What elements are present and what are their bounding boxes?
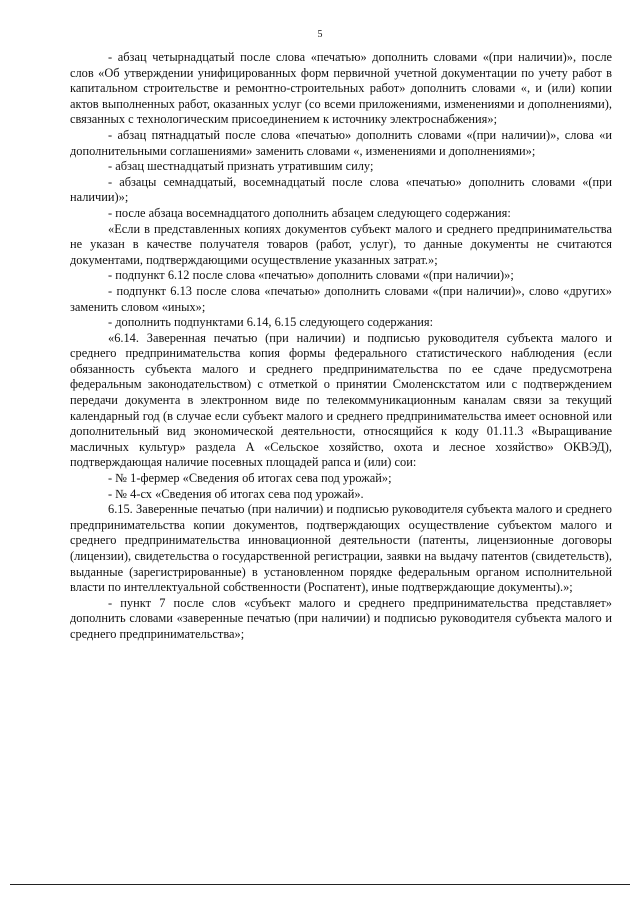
paragraph-8: - подпункт 6.13 после слова «печатью» дополнить словами «(при наличии)», слово «других» заменить словом «иных»;: [70, 283, 612, 314]
paragraph-2: - абзац пятнадцатый после слова «печатью» дополнить словами «(при наличии)», слова «и дополнительными соглашениями» заменить словами «, изменениями и дополнениями»;: [70, 127, 612, 158]
paragraph-12: - № 4-сх «Сведения об итогах сева под урожай».: [108, 486, 364, 501]
paragraph-1: - абзац четырнадцатый после слова «печатью» дополнить словами «(при наличии)», после слов «Об утверждении унифицированных форм первичной учетной документации по учету работ в капитальном строительстве и ремонтно-строительных работ» дополнить словами «, и (или) копии актов выполненных работ, оказанных услуг (со всеми приложениями, изменениями и дополнениями), связанных с технологическим присоединением к источнику электроснабжения»;: [70, 50, 612, 127]
paragraph-5: - после абзаца восемнадцатого дополнить абзацем следующего содержания:: [108, 205, 511, 220]
page-number: 5: [317, 29, 323, 40]
paragraph-9: - дополнить подпунктами 6.14, 6.15 следующего содержания:: [108, 315, 434, 330]
bottom-divider: [10, 884, 630, 885]
document-body: [70, 50, 612, 643]
paragraph-7: - подпункт 6.12 после слова «печатью» дополнить словами «(при наличии)»;: [108, 268, 514, 283]
paragraph-14: - пункт 7 после слов «субъект малого и среднего предпринимательства представляет» дополнить словами «заверенные печатью (при наличии) и подписью руководителя субъекта малого и среднего предпринимательства»;: [70, 595, 612, 641]
paragraph-11: - № 1-фермер «Сведения об итогах сева под урожай»;: [108, 471, 392, 486]
paragraph-13: 6.15. Заверенные печатью (при наличии) и подписью руководителя субъекта малого и среднего предпринимательства копии документов, подтверждающих осуществление субъектом малого и среднего предпринимательства инновационной деятельности (патенты, лицензионные договоры (лицензии), свидетельства о государственной регистрации, заявки на выдачу патентов (свидетельств), выданные (зарегистрированные) в установленном порядке федеральным органом исполнительной власти по интеллектуальной собственности (Роспатент), иные подтверждающие документы).»;: [70, 502, 612, 595]
paragraph-4: - абзацы семнадцатый, восемнадцатый после слова «печатью» дополнить словами «(при наличии)»;: [70, 174, 612, 205]
paragraph-6: «Если в представленных копиях документов субъект малого и среднего предпринимательства не указан в качестве получателя товаров (работ, услуг), то данные документы не считаются документами, подтверждающими осуществление указанных затрат.»;: [70, 221, 612, 267]
paragraph-10: «6.14. Заверенная печатью (при наличии) и подписью руководителя субъекта малого и среднего предпринимательства копия формы федерального статистического наблюдения (если обязанность субъекта малого и среднего предпринимательства по ее сдаче предусмотрена федеральным законодательством) с отметкой о принятии Смоленскстатом или с подтверждением передачи документа в электронном виде по телекоммуникационным каналам связи за текущий календарный год (в случае если субъект малого и среднего предпринимательства имеет основной или дополнительный вид экономической деятельности, относящийся к коду 01.11.3 «Выращивание масличных культур» раздела A «Сельское хозяйство, охота и лесное хозяйство» ОКВЭД), подтверждающая наличие посевных площадей рапса и (или) сои:: [70, 330, 612, 470]
paragraph-3: - абзац шестнадцатый признать утратившим силу;: [108, 159, 374, 174]
